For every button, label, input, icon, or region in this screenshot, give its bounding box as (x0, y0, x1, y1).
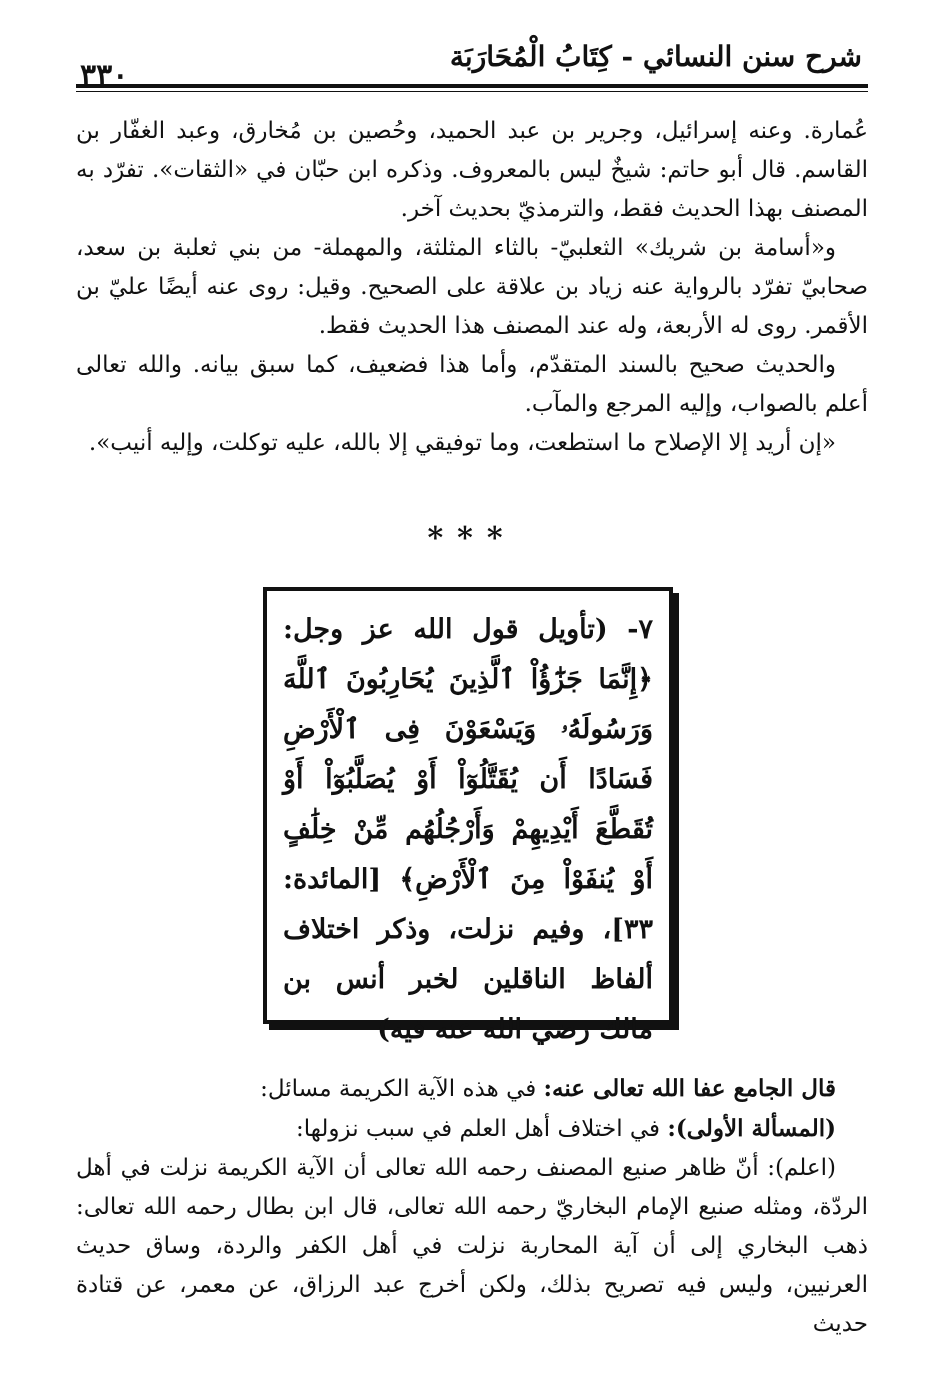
header-rule (76, 84, 868, 88)
paragraph-lead: قال الجامع عفا الله تعالى عنه: (543, 1075, 836, 1102)
paragraph: «إن أريد إلا الإصلاح ما استطعت، وما توفيقي إلا بالله، عليه توكلت، وإليه أنيب». (88, 430, 836, 456)
chapter-heading-box (263, 587, 673, 1045)
header-rule-thin (76, 91, 868, 92)
paragraph (76, 1109, 868, 1149)
running-header (76, 38, 868, 96)
paragraph-rest: في هذه الآية الكريمة مسائل: (260, 1076, 544, 1102)
page-number: ٣٣٠ (80, 58, 129, 93)
bottom-text-block (76, 1069, 868, 1344)
paragraph (76, 1069, 868, 1109)
paragraph: (اعلم): أنّ ظاهر صنيع المصنف رحمه الله تعالى أن الآية الكريمة نزلت في أهل الردّة، ومثله صنيع الإمام البخاريّ رحمه الله تعالى، قال ابن بطال رحمه الله تعالى: ذهب البخاري إلى أن آية المحاربة نزلت في أهل الكفر والردة، وساق حديث العرنيين، وليس فيه تصريح بذلك، ولكن أخرج عبد الرزاق، عن معمر، عن قتادة حديث (76, 1155, 868, 1337)
section-separator: *** (427, 521, 517, 556)
top-text-block (76, 112, 868, 463)
paragraph-rest: في اختلاف أهل العلم في سبب نزولها: (296, 1116, 668, 1142)
header-title: شرح سنن النسائي - كِتَابُ الْمُحَارَبَة (449, 40, 862, 73)
paragraph: والحديث صحيح بالسند المتقدّم، وأما هذا فضعيف، كما سبق بيانه. والله تعالى أعلم بالصواب، وإليه المرجع والمآب. (76, 352, 868, 417)
paragraph: عُمارة. وعنه إسرائيل، وجرير بن عبد الحميد، وحُصين بن مُخارق، وعبد الغفّار بن القاسم. قال أبو حاتم: شيخٌ ليس بالمعروف. وذكره ابن حبّان في «الثقات». تفرّد به المصنف بهذا الحديث فقط، والترمذيّ بحديث آخر. (76, 118, 868, 222)
paragraph-lead: (المسألة الأولى): (667, 1115, 836, 1142)
paragraph: و«أسامة بن شريك» الثعلبيّ- بالثاء المثلثة، والمهملة- من بني ثعلبة بن سعد، صحابيّ تفرّد بالرواية عنه زياد بن علاقة على الصحيح. وقيل: روى عنه أيضًا عليّ بن الأقمر. روى له الأربعة، وله عند المصنف هذا الحديث فقط. (76, 235, 868, 339)
chapter-heading: ٧- (تأويل قول الله عز وجل: ﴿إِنَّمَا جَزَٰٓؤُاْ ٱلَّذِينَ يُحَارِبُونَ ٱللَّهَ وَرَسُولَهُۥ وَيَسْعَوْنَ فِى ٱلْأَرْضِ فَسَادًا أَن يُقَتَّلُوٓاْ أَوْ يُصَلَّبُوٓاْ أَوْ تُقَطَّعَ أَيْدِيهِمْ وَأَرْجُلُهُم مِّنْ خِلَٰفٍ أَوْ يُنفَوْاْ مِنَ ٱلْأَرْضِ﴾ [المائدة: ٣٣]، وفيم نزلت، وذكر اختلاف ألفاظ الناقلين لخبر أنس بن مالك رضي الله عنه فيه) (283, 614, 653, 1045)
